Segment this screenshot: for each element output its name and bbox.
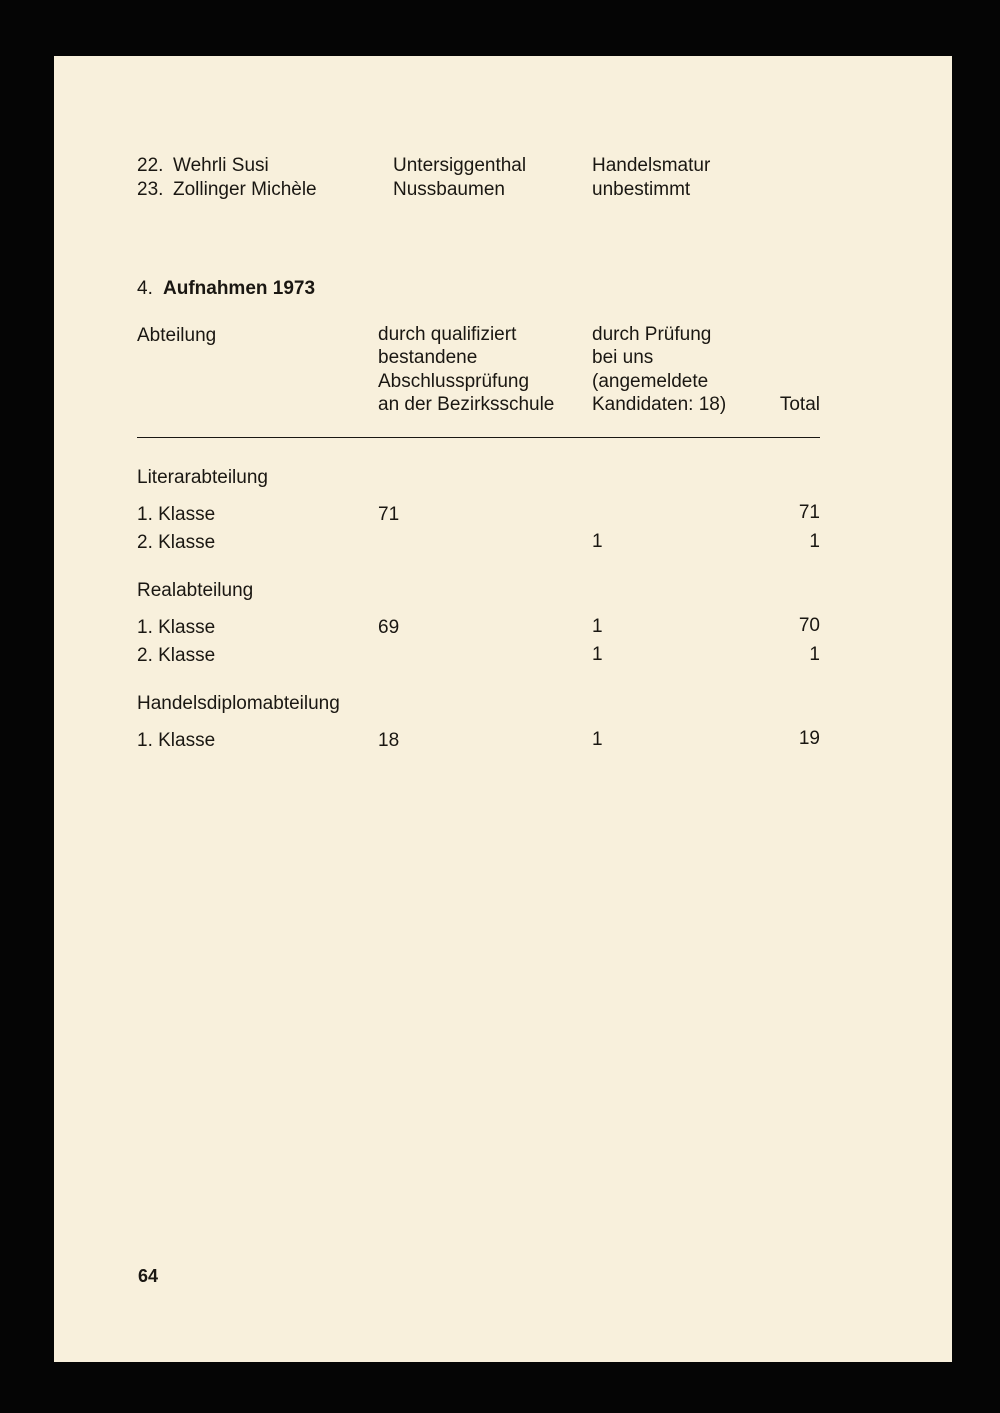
cell-pruefung: 1: [592, 644, 603, 665]
cell-total: 1: [809, 531, 820, 552]
cell-total: 70: [798, 615, 820, 636]
header-qualifiziert-line: bestandene: [378, 347, 478, 368]
cell-total: 1: [809, 644, 820, 665]
row-label: 2. Klasse: [137, 532, 216, 553]
list-goal: Handelsmatur: [592, 155, 711, 176]
table-divider: [137, 437, 820, 438]
cell-pruefung: 1: [592, 531, 603, 552]
row-label: 1. Klasse: [137, 504, 216, 525]
row-label: 2. Klasse: [137, 645, 216, 666]
page-number: 64: [138, 1266, 159, 1286]
list-place: Nussbaumen: [393, 179, 505, 200]
group-name: Realabteilung: [137, 580, 254, 601]
header-qualifiziert-line: Abschlussprüfung: [378, 371, 530, 392]
header-total: Total: [779, 394, 820, 415]
header-pruefung-line: durch Prüfung: [592, 324, 712, 345]
list-number: 22.: [137, 155, 164, 176]
cell-qualifiziert: 71: [378, 504, 400, 525]
header-qualifiziert-line: an der Bezirksschule: [378, 394, 555, 415]
list-goal: unbestimmt: [592, 179, 691, 200]
header-qualifiziert-line: durch qualifiziert: [378, 324, 517, 345]
section-number: 4.: [137, 278, 153, 299]
list-place: Untersiggenthal: [393, 155, 527, 176]
cell-pruefung: 1: [592, 729, 603, 750]
section-title: Aufnahmen 1973: [163, 278, 316, 299]
cell-qualifiziert: 69: [378, 617, 400, 638]
group-name: Literarabteilung: [137, 467, 268, 488]
cell-total: 19: [798, 728, 820, 749]
cell-qualifiziert: 18: [378, 730, 400, 751]
row-label: 1. Klasse: [137, 617, 216, 638]
cell-pruefung: 1: [592, 616, 603, 637]
group-name: Handelsdiplomabteilung: [137, 693, 340, 714]
header-pruefung-line: (angemeldete: [592, 371, 709, 392]
cell-total: 71: [798, 502, 820, 523]
list-name: Zollinger Michèle: [173, 179, 317, 200]
header-abteilung: Abteilung: [137, 325, 217, 346]
header-pruefung-line: bei uns: [592, 347, 654, 368]
list-name: Wehrli Susi: [173, 155, 269, 176]
list-number: 23.: [137, 179, 164, 200]
header-pruefung-line: Kandidaten: 18): [592, 394, 727, 415]
row-label: 1. Klasse: [137, 730, 216, 751]
